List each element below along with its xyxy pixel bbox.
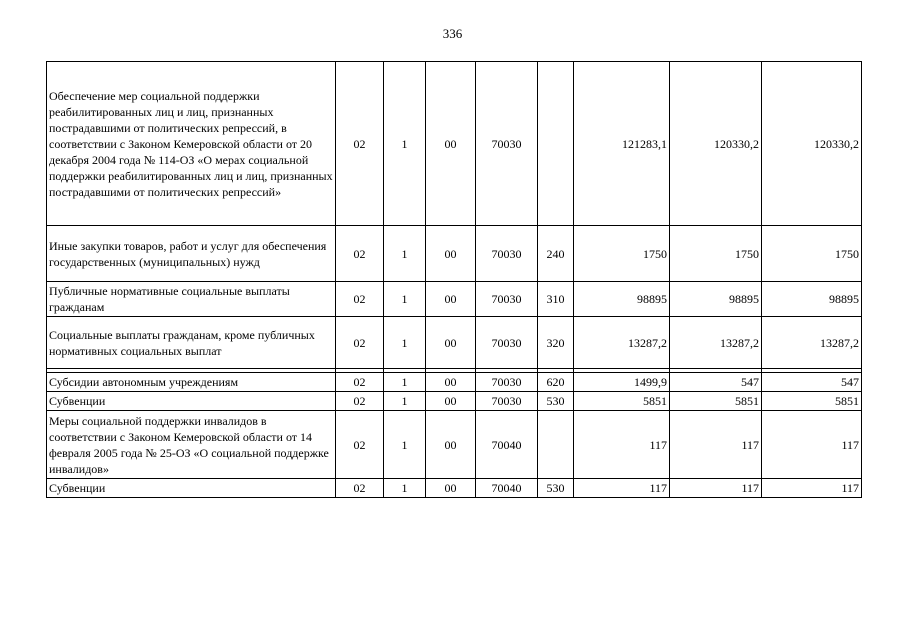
- table-row: [47, 373, 862, 392]
- row-name: Субсидии автономным учреждениям: [47, 373, 336, 392]
- row-code-section: 02: [336, 373, 384, 392]
- row-value-3: 120330,2: [762, 62, 862, 226]
- row-value-2: 98895: [670, 282, 762, 317]
- row-code-article: 70040: [476, 479, 538, 498]
- row-value-3: 117: [762, 411, 862, 479]
- page-number: 336: [442, 26, 463, 41]
- row-code-section: 02: [336, 411, 384, 479]
- row-value-2: 117: [670, 479, 762, 498]
- row-value-3: 98895: [762, 282, 862, 317]
- row-name: Меры социальной поддержки инвалидов в соответствии с Законом Кемеровской области от 14 февраля 2005 года № 25-ОЗ «О социальной поддержке инвалидов»: [47, 411, 336, 479]
- row-code-program: 1: [384, 392, 426, 411]
- row-name: Социальные выплаты гражданам, кроме публичных нормативных социальных выплат: [47, 317, 336, 369]
- row-value-1: 13287,2: [574, 317, 670, 369]
- row-code-expense-type: 530: [538, 479, 574, 498]
- row-value-1: 1750: [574, 226, 670, 282]
- row-value-2: 13287,2: [670, 317, 762, 369]
- row-value-3: 547: [762, 373, 862, 392]
- row-code-program: 1: [384, 282, 426, 317]
- row-code-article: 70030: [476, 317, 538, 369]
- row-code-expense-type: 620: [538, 373, 574, 392]
- row-code-article: 70040: [476, 411, 538, 479]
- row-value-3: 117: [762, 479, 862, 498]
- row-code-program: 1: [384, 317, 426, 369]
- table-row: [47, 392, 862, 411]
- row-code-subprogram: 00: [426, 226, 476, 282]
- row-code-subprogram: 00: [426, 411, 476, 479]
- row-value-2: 5851: [670, 392, 762, 411]
- row-code-section: 02: [336, 282, 384, 317]
- row-code-article: 70030: [476, 392, 538, 411]
- row-value-2: 120330,2: [670, 62, 762, 226]
- row-code-section: 02: [336, 226, 384, 282]
- row-name: Субвенции: [47, 479, 336, 498]
- row-code-program: 1: [384, 479, 426, 498]
- row-code-article: 70030: [476, 226, 538, 282]
- row-code-program: 1: [384, 411, 426, 479]
- row-code-expense-type: 530: [538, 392, 574, 411]
- row-name: Публичные нормативные социальные выплаты гражданам: [47, 282, 336, 317]
- row-code-section: 02: [336, 392, 384, 411]
- row-code-expense-type: 320: [538, 317, 574, 369]
- row-name: Иные закупки товаров, работ и услуг для обеспечения государственных (муниципальных) нужд: [47, 226, 336, 282]
- row-code-section: 02: [336, 479, 384, 498]
- row-code-expense-type: 310: [538, 282, 574, 317]
- table-row: [47, 479, 862, 498]
- row-name: Субвенции: [47, 392, 336, 411]
- table-row: [47, 411, 862, 479]
- row-value-1: 98895: [574, 282, 670, 317]
- table-row: [47, 282, 862, 317]
- row-code-expense-type: [538, 62, 574, 226]
- row-value-3: 1750: [762, 226, 862, 282]
- row-code-subprogram: 00: [426, 479, 476, 498]
- row-code-subprogram: 00: [426, 62, 476, 226]
- row-code-subprogram: 00: [426, 282, 476, 317]
- row-code-article: 70030: [476, 62, 538, 226]
- row-code-article: 70030: [476, 373, 538, 392]
- row-code-program: 1: [384, 373, 426, 392]
- row-code-subprogram: 00: [426, 317, 476, 369]
- row-value-3: 5851: [762, 392, 862, 411]
- row-code-program: 1: [384, 226, 426, 282]
- row-value-3: 13287,2: [762, 317, 862, 369]
- table-row: [47, 317, 862, 369]
- table-row: [47, 62, 862, 226]
- row-code-subprogram: 00: [426, 373, 476, 392]
- row-value-2: 117: [670, 411, 762, 479]
- row-value-1: 1499,9: [574, 373, 670, 392]
- table-row: [47, 226, 862, 282]
- row-value-2: 1750: [670, 226, 762, 282]
- row-code-expense-type: [538, 411, 574, 479]
- row-code-article: 70030: [476, 282, 538, 317]
- budget-table: [46, 61, 862, 498]
- row-name: Обеспечение мер социальной поддержки реабилитированных лиц и лиц, признанных пострадавшими от политических репрессий, в соответствии с Законом Кемеровской области от 20 декабря 2004 года № 114-ОЗ «О мерах социальной поддержки реабилитированных лиц и лиц, признанных пострадавшими от политических репрессий»: [47, 62, 336, 226]
- row-value-1: 117: [574, 411, 670, 479]
- row-code-subprogram: 00: [426, 392, 476, 411]
- row-code-program: 1: [384, 62, 426, 226]
- row-value-1: 121283,1: [574, 62, 670, 226]
- row-code-section: 02: [336, 62, 384, 226]
- row-value-1: 5851: [574, 392, 670, 411]
- row-code-section: 02: [336, 317, 384, 369]
- row-value-2: 547: [670, 373, 762, 392]
- row-value-1: 117: [574, 479, 670, 498]
- row-code-expense-type: 240: [538, 226, 574, 282]
